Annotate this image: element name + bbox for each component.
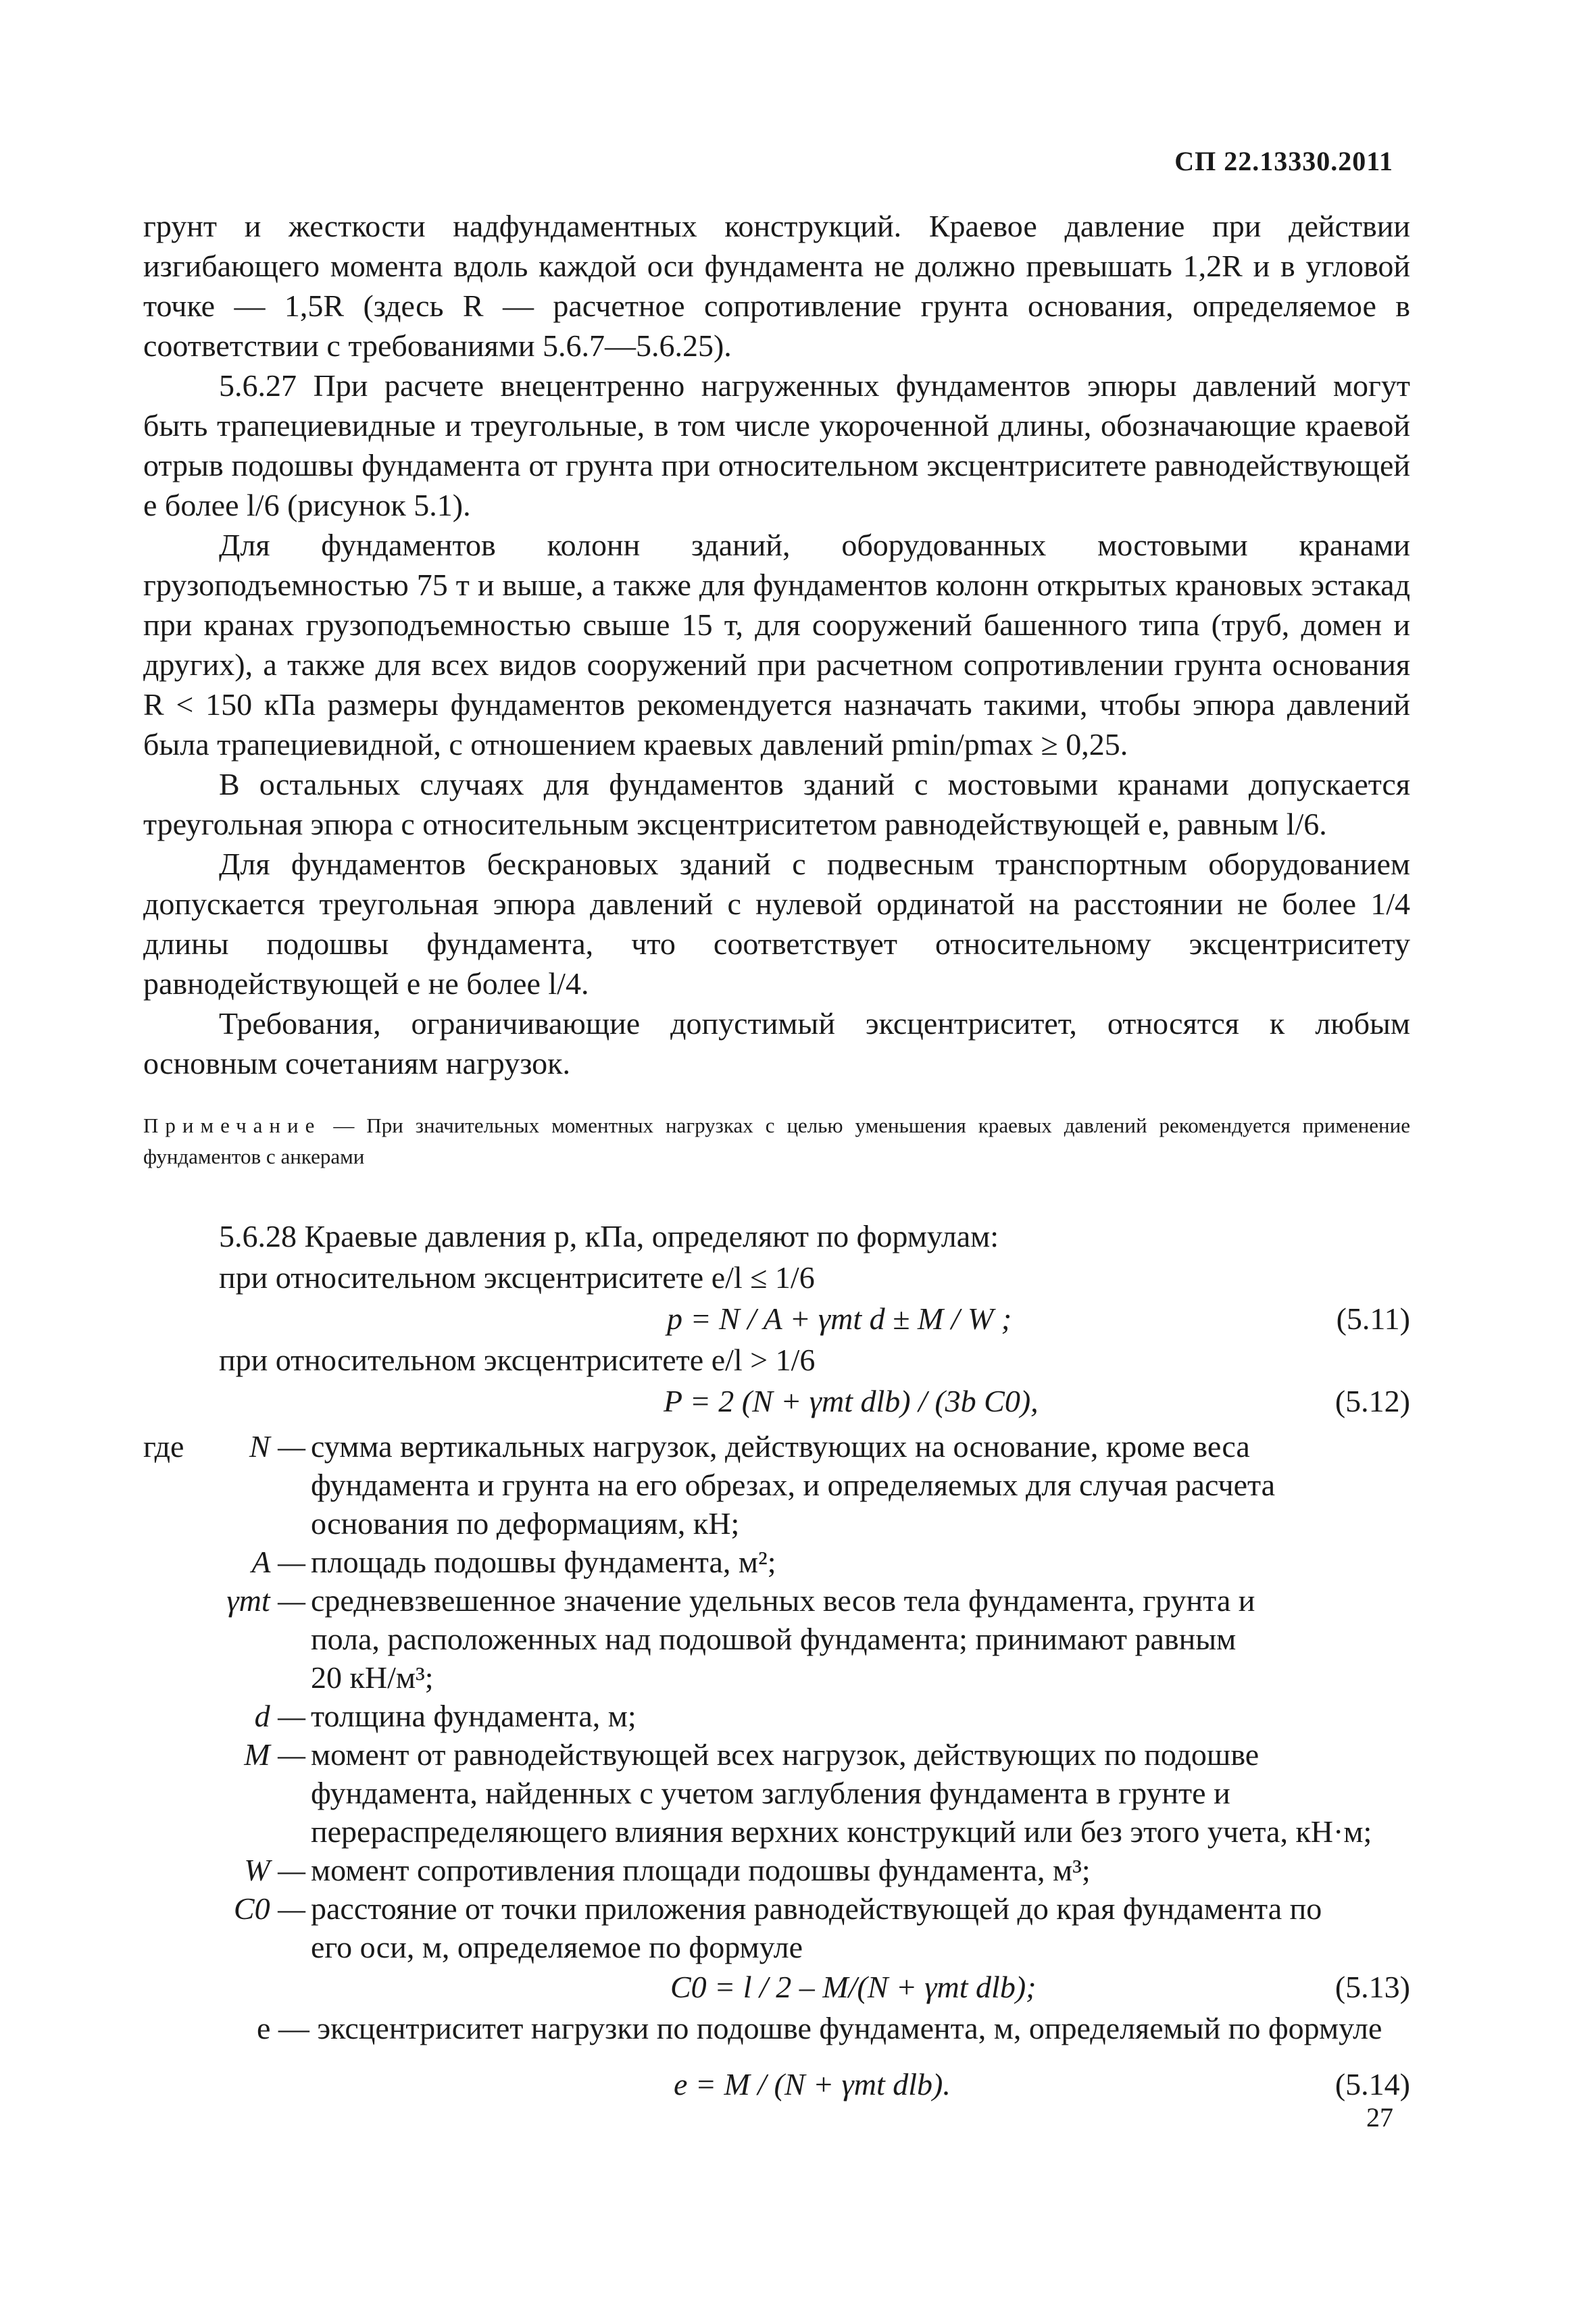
paragraph: В остальных случаях для фундаментов зданий с мостовыми кранами допускается треугольная эпюра с относительным эксцентриситетом равнодействующей e, равным l/6. <box>143 767 1410 841</box>
definition-row <box>143 1735 1410 1851</box>
document-code: СП 22.13330.2011 <box>1174 146 1393 176</box>
formula-text: p = N / A + γmt d ± M / W ; <box>667 1301 1012 1336</box>
definition-text: толщина фундамента, м; <box>311 1699 637 1733</box>
paragraph: Для фундаментов колонн зданий, оборудованных мостовыми кранами грузоподъемностью 75 т и выше, а также для фундаментов колонн открытых крановых эстакад при кранах грузоподъемностью свыше 15 т, для сооружений башенного типа (труб, домен и других), а также для всех видов сооружений при расчетном сопротивлении грунта основания R < 150 кПа размеры фундаментов рекомендуется назначать такими, чтобы эпюра давлений была трапециевидной, с отношением краевых давлений pmin/pmax ≥ 0,25. <box>143 528 1410 762</box>
formula-5-12 <box>143 1380 1410 1422</box>
definition-continuation: его оси, м, определяемое по формуле <box>311 1930 803 1964</box>
formula-5-11 <box>143 1298 1410 1339</box>
definition-text: момент сопротивления площади подошвы фундамента, м³; <box>311 1853 1091 1887</box>
paragraph-5-6-27: 5.6.27 При расчете внецентренно нагруженных фундаментов эпюры давлений могут быть трапециевидные и треугольные, в том числе укороченной длины, обозначающие краевой отрыв подошвы фундамента от грунта при относительном эксцентриситете равнодействующей e более l/6 (рисунок 5.1). <box>143 368 1410 522</box>
where-label: где <box>143 1429 184 1464</box>
definition-continuation: 20 кН/м³; <box>311 1660 434 1695</box>
definition-symbol: W — <box>244 1853 305 1887</box>
paragraph: Требования, ограничивающие допустимый эксцентриситет, относятся к любым основным сочетаниям нагрузок. <box>143 1006 1410 1080</box>
definition-row <box>143 1851 1410 1889</box>
definition-row <box>143 1697 1410 1735</box>
formula-text: e = M / (N + γmt dlb). <box>674 2067 951 2101</box>
definition-continuation: пола, расположенных над подошвой фундамента; принимают равным <box>311 1622 1237 1656</box>
paragraph: грунт и жесткости надфундаментных конструкций. Краевое давление при действии изгибающего момента вдоль каждой оси фундамента не должно превышать 1,2R и в угловой точке — 1,5R (здесь R — расчетное сопротивление грунта основания, определяемое в соответствии с требованиями 5.6.7—5.6.25). <box>143 209 1410 363</box>
eccentricity-definition: e — эксцентриситет нагрузки по подошве фундамента, м, определяемый по формуле <box>257 2011 1382 2045</box>
definition-continuation: основания по деформациям, кН; <box>311 1506 740 1541</box>
paragraph: Для фундаментов бескрановых зданий с подвесным транспортным оборудованием допускается треугольная эпюра давлений с нулевой ординатой на расстоянии не более 1/4 длины подошвы фундамента, что соответствует относительному эксцентриситету равнодействующей e не более l/4. <box>143 847 1410 1001</box>
formula-number: (5.11) <box>1336 1301 1410 1336</box>
formula-number: (5.12) <box>1335 1384 1410 1418</box>
note-text: — При значительных моментных нагрузках с целью уменьшения краевых давлений рекомендуется применение фундаментов с анкерами <box>143 1114 1410 1168</box>
definition-symbol: N — <box>249 1429 305 1464</box>
definition-text: площадь подошвы фундамента, м²; <box>311 1545 776 1579</box>
definition-row <box>143 1581 1410 1697</box>
definition-text: средневзвешенное значение удельных весов тела фундамента, грунта и <box>311 1583 1255 1618</box>
definition-continuation: фундамента, найденных с учетом заглубления фундамента в грунте и <box>311 1776 1230 1810</box>
formula-number: (5.13) <box>1335 1970 1410 2004</box>
definitions-list <box>143 1427 1410 2105</box>
formula-5-13 <box>143 1966 1410 2008</box>
definition-symbol: γmt — <box>226 1583 305 1618</box>
definition-text: момент от равнодействующей всех нагрузок, действующих по подошве <box>311 1737 1260 1772</box>
page-number: 27 <box>1366 2102 1393 2133</box>
formula-text: P = 2 (N + γmt dlb) / (3b C0), <box>664 1384 1039 1418</box>
definition-symbol: M — <box>244 1737 305 1772</box>
condition-1: при относительном эксцентриситете e/l ≤ 1/6 <box>219 1260 815 1295</box>
formula-number: (5.14) <box>1335 2067 1410 2101</box>
definition-symbol: d — <box>254 1699 305 1733</box>
definition-symbol: C0 — <box>233 1891 305 1926</box>
note-label: Примечание <box>143 1114 322 1137</box>
condition-2: при относительном эксцентриситете e/l > 1/6 <box>219 1343 816 1377</box>
page-body <box>143 206 1410 2105</box>
definition-row <box>143 1543 1410 1581</box>
definition-row <box>143 1427 1410 1543</box>
definition-row <box>143 1889 1410 1966</box>
definition-text: сумма вертикальных нагрузок, действующих на основание, кроме веса <box>311 1429 1250 1464</box>
section-intro: 5.6.28 Краевые давления p, кПа, определяют по формулам: <box>219 1219 999 1253</box>
section-5-6-28 <box>143 1216 1410 1422</box>
definition-continuation: перераспределяющего влияния верхних конструкций или без этого учета, кН·м; <box>311 1814 1372 1849</box>
formula-5-14 <box>143 2064 1410 2105</box>
definition-text: расстояние от точки приложения равнодействующей до края фундамента по <box>311 1891 1322 1926</box>
definition-continuation: фундамента и грунта на его обрезах, и определяемых для случая расчета <box>311 1468 1276 1502</box>
definition-symbol: A — <box>251 1545 305 1579</box>
formula-text: C0 = l / 2 – M/(N + γmt dlb); <box>670 1970 1037 2004</box>
note <box>143 1110 1410 1172</box>
